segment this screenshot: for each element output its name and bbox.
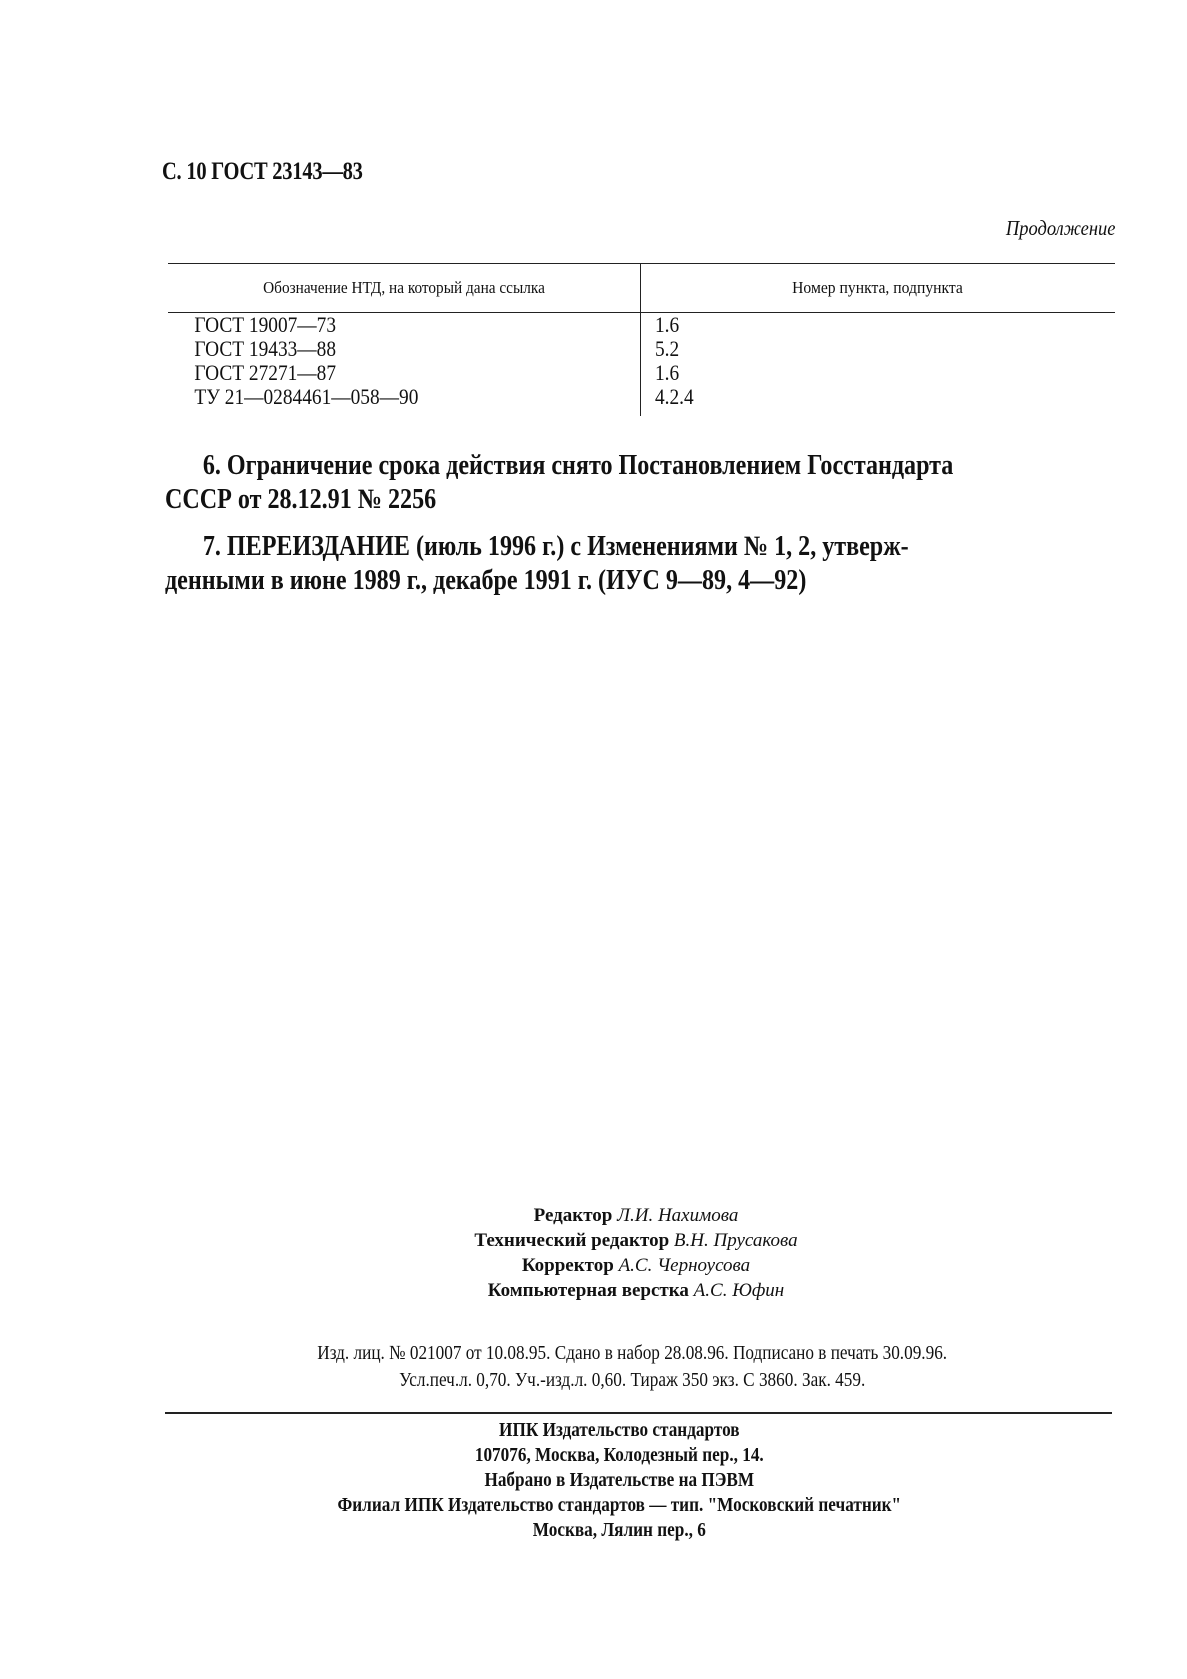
credit-name: Л.И. Нахимова <box>617 1205 739 1226</box>
paragraph-line: денными в июне 1989 г., декабре 1991 г. (ИУС 9—89, 4—92) <box>165 565 807 596</box>
page-header: С. 10 ГОСТ 23143—83 <box>162 158 363 185</box>
credit-role: Компьютерная верстка <box>487 1280 694 1301</box>
imprint-line: Изд. лиц. № 021007 от 10.08.95. Сдано в набор 28.08.96. Подписано в печать 30.09.96. <box>317 1342 948 1364</box>
credit-tech-editor <box>0 1228 1187 1253</box>
table-column-divider <box>640 263 641 416</box>
imprint-line: Усл.печ.л. 0,70. Уч.-изд.л. 0,60. Тираж 350 экз. С 3860. Зак. 459. <box>399 1369 866 1391</box>
publisher-block <box>0 1418 1187 1543</box>
credit-proofreader <box>0 1253 1187 1278</box>
clause-cell: 5.2 <box>654 336 680 361</box>
table-row <box>168 313 1115 337</box>
table-body <box>168 313 1115 409</box>
publisher-line: ИПК Издательство стандартов <box>499 1419 740 1441</box>
doc-cell: ТУ 21—0284461—058—90 <box>194 384 419 409</box>
credit-name: А.С. Черноусова <box>618 1255 751 1276</box>
reference-table <box>168 263 1115 409</box>
doc-cell: ГОСТ 19433—88 <box>194 336 337 361</box>
credit-role: Технический редактор <box>474 1230 674 1251</box>
paragraph-line: 7. ПЕРЕИЗДАНИЕ (июль 1996 г.) с Изменениями № 1, 2, утверж- <box>202 531 909 562</box>
paragraph-7 <box>165 530 991 598</box>
paragraph-line: СССР от 28.12.91 № 2256 <box>165 484 437 515</box>
credit-name: В.Н. Прусакова <box>673 1230 798 1251</box>
column-header-clause: Номер пункта, подпункта <box>792 278 963 297</box>
table-header-row <box>168 264 1115 312</box>
clause-cell: 1.6 <box>654 312 680 337</box>
credit-name: А.С. Юфин <box>693 1280 785 1301</box>
credit-role: Редактор <box>533 1205 618 1226</box>
doc-cell: ГОСТ 27271—87 <box>194 360 337 385</box>
column-header-document: Обозначение НТД, на который дана ссылка <box>263 278 545 297</box>
imprint-block <box>0 1340 1187 1394</box>
paragraph-line: 6. Ограничение срока действия снято Постановлением Госстандарта <box>202 450 954 481</box>
publisher-line: Филиал ИПК Издательство стандартов — тип. "Московский печатник" <box>337 1494 902 1516</box>
table-row <box>168 361 1115 385</box>
clause-cell: 4.2.4 <box>654 384 694 409</box>
credit-layout <box>0 1278 1187 1303</box>
footer-divider <box>165 1412 1112 1414</box>
publisher-line: Москва, Лялин пер., 6 <box>532 1519 706 1541</box>
table-row <box>168 337 1115 361</box>
publisher-line: Набрано в Издательстве на ПЭВМ <box>484 1469 755 1491</box>
credits-block <box>0 1203 1187 1303</box>
paragraph-6 <box>165 449 991 517</box>
clause-cell: 1.6 <box>654 360 680 385</box>
publisher-line: 107076, Москва, Колодезный пер., 14. <box>474 1444 764 1466</box>
table-row <box>168 385 1115 409</box>
credit-editor <box>0 1203 1187 1228</box>
doc-cell: ГОСТ 19007—73 <box>194 312 337 337</box>
credit-role: Корректор <box>521 1255 619 1276</box>
continuation-label: Продолжение <box>1005 216 1115 240</box>
